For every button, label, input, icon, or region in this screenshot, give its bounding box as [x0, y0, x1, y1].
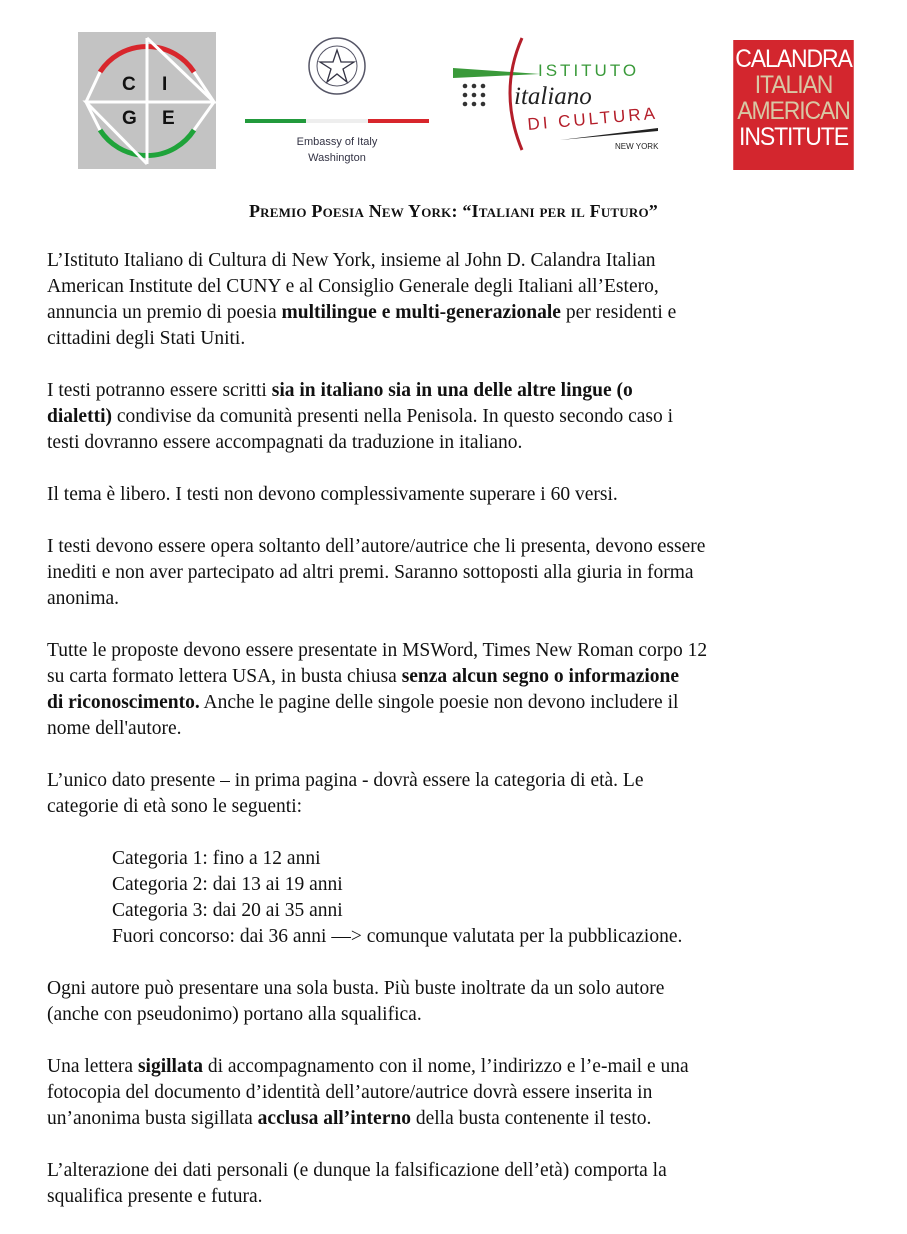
text: American Institute del CUNY e al Consiglio Generale degli Italiani all’Estero, [47, 276, 659, 297]
text-line [47, 794, 897, 820]
text-line [47, 1158, 897, 1184]
calandra-line: CALANDRA [735, 45, 852, 73]
text: fotocopia del documento d’identità dell’autore/autrice dovrà essere inserita in [47, 1082, 653, 1103]
text-line [47, 300, 897, 326]
svg-text:NEW YORK: NEW YORK [615, 142, 659, 151]
text: cittadini degli Stati Uniti. [47, 328, 246, 349]
list-item [112, 846, 897, 872]
bold-text: dialetti) [47, 406, 112, 427]
text: Tutte le proposte devono essere presentate in MSWord, Times New Roman corpo 12 [47, 640, 708, 661]
svg-text:I: I [162, 74, 168, 95]
text: Il tema è libero. I testi non devono complessivamente superare i 60 versi. [47, 484, 618, 505]
bold-text: senza alcun segno o informazione [401, 666, 680, 687]
age-category-list [47, 846, 897, 950]
iic-emblem-icon [450, 32, 668, 157]
text-line [47, 248, 897, 274]
text: categorie di età sono le seguenti: [47, 796, 303, 817]
text: condivise da comunità presenti nella Penisola. In questo secondo caso i [111, 406, 674, 427]
paragraph-spacer [47, 612, 897, 638]
paragraph [47, 976, 897, 1028]
text: L’Istituto Italiano di Cultura di New York, insieme al John D. Calandra Italian [47, 250, 656, 271]
paragraph-spacer [47, 1028, 897, 1054]
text-line [47, 1184, 897, 1210]
text-line [47, 274, 897, 300]
text: (anche con pseudonimo) portano alla squalifica. [47, 1004, 422, 1025]
text: L’alterazione dei dati personali (e dunque la falsificazione dell’età) comporta la [47, 1160, 667, 1181]
text-line [47, 690, 897, 716]
svg-text:Embassy of Italy: Embassy of Italy [296, 136, 378, 148]
calandra-institute-logo [733, 40, 854, 170]
text-line [47, 586, 897, 612]
text: Categoria 2: dai 13 ai 19 anni [112, 874, 343, 895]
list-item [112, 898, 897, 924]
text-line [47, 716, 897, 742]
paragraph-spacer [47, 950, 897, 976]
paragraph [47, 768, 897, 820]
italian-emblem-icon [243, 26, 433, 171]
paragraph [47, 378, 897, 456]
paragraph-spacer [47, 508, 897, 534]
list-item [112, 872, 897, 898]
text: Ogni autore può presentare una sola busta. Più buste inoltrate da un solo autore [47, 978, 665, 999]
text: squalifica presente e futura. [47, 1186, 263, 1207]
text-line [47, 430, 897, 456]
svg-text:G: G [122, 108, 137, 129]
paragraph [47, 248, 897, 352]
text: I testi devono essere opera soltanto dell’autore/autrice che li presenta, devono essere [47, 536, 706, 557]
text: Categoria 1: fino a 12 anni [112, 848, 321, 869]
text: inediti e non aver partecipato ad altri premi. Saranno sottoposti alla giuria in forma [47, 562, 694, 583]
text: di accompagnamento con il nome, l’indirizzo e l’e-mail e una [202, 1056, 689, 1077]
text: I testi potranno essere scritti [47, 380, 272, 401]
svg-text:Washington: Washington [308, 152, 366, 164]
paragraph [47, 1054, 897, 1132]
page-title: Premio Poesia New York: “Italiani per il Futuro” [248, 201, 658, 221]
cige-emblem-icon [78, 32, 216, 169]
paragraph-spacer [47, 352, 897, 378]
paragraph [47, 1158, 897, 1210]
text: anonima. [47, 588, 120, 609]
svg-text:ISTITUTO: ISTITUTO [538, 61, 640, 80]
text-line [47, 404, 897, 430]
text-line [47, 768, 897, 794]
istituto-italiano-di-cultura-logo [450, 32, 668, 157]
text: annuncia un premio di poesia [47, 302, 282, 323]
svg-text:italiano: italiano [514, 83, 592, 110]
text-line [47, 638, 897, 664]
text-line [47, 534, 897, 560]
text: su carta formato lettera USA, in busta chiusa [47, 666, 402, 687]
bold-text: acclusa all’interno [257, 1108, 411, 1129]
cige-logo [78, 32, 216, 169]
text-line [47, 664, 897, 690]
text: Categoria 3: dai 20 ai 35 anni [112, 900, 343, 921]
calandra-line: ITALIAN [754, 71, 833, 99]
text: della busta contenente il testo. [410, 1108, 652, 1129]
bold-text: sia in italiano sia in una delle altre lingue (o [271, 380, 633, 401]
text: per residenti e [560, 302, 677, 323]
text-line [47, 1054, 897, 1080]
list-item [112, 924, 897, 950]
bold-text: multilingue e multi-generazionale [281, 302, 561, 323]
text-line [47, 976, 897, 1002]
calandra-line: AMERICAN [737, 97, 850, 125]
paragraph [47, 638, 897, 742]
text-line [47, 326, 897, 352]
text: un’anonima busta sigillata [47, 1108, 258, 1129]
paragraph-spacer [47, 1132, 897, 1158]
text-line [47, 1002, 897, 1028]
text: testi dovranno essere accompagnati da traduzione in italiano. [47, 432, 523, 453]
bold-text: sigillata [137, 1056, 203, 1077]
svg-text:E: E [162, 108, 175, 129]
paragraph-spacer [47, 456, 897, 482]
paragraph-spacer [47, 742, 897, 768]
paragraph [47, 534, 897, 612]
text-line [47, 482, 897, 508]
svg-text:C: C [122, 74, 136, 95]
text: L’unico dato presente – in prima pagina - dovrà essere la categoria di età. Le [47, 770, 644, 791]
bold-text: di riconoscimento. [47, 692, 200, 713]
svg-text:DI CULTURA: DI CULTURA [526, 103, 659, 134]
text: nome dell'autore. [47, 718, 182, 739]
text-line [47, 378, 897, 404]
embassy-of-italy-logo [243, 26, 433, 171]
document-body [47, 248, 897, 1210]
text: Fuori concorso: dai 36 anni —> comunque valutata per la pubblicazione. [112, 926, 683, 947]
text: Anche le pagine delle singole poesie non devono includere il [199, 692, 679, 713]
calandra-line: INSTITUTE [739, 123, 848, 151]
text-line [47, 560, 897, 586]
paragraph-spacer [47, 820, 897, 846]
text: Una lettera [47, 1056, 138, 1077]
text-line [47, 1080, 897, 1106]
text-line [47, 1106, 897, 1132]
paragraph [47, 482, 897, 508]
